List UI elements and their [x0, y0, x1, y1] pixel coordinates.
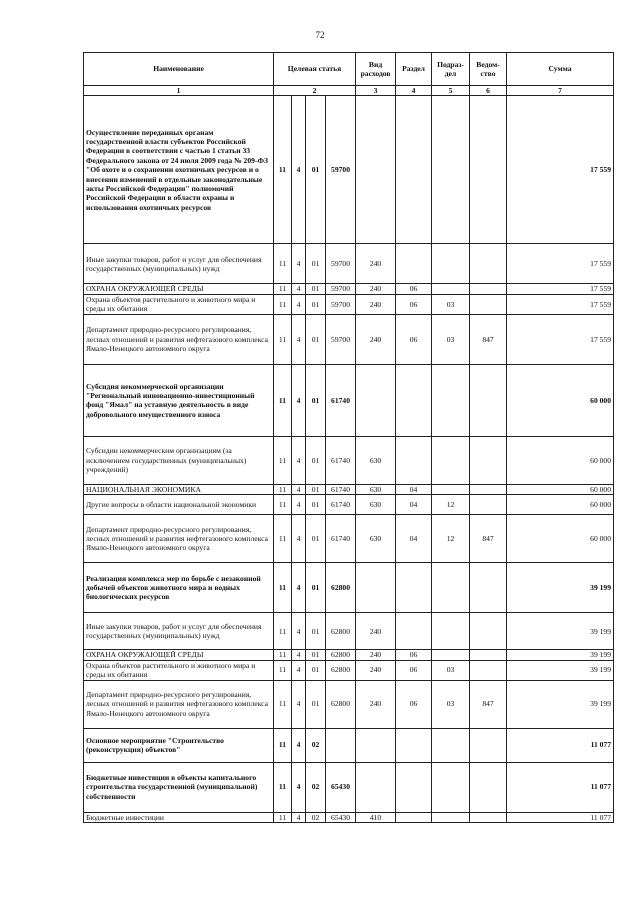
row-subsection [432, 613, 470, 650]
row-target-d: 62800 [326, 563, 356, 613]
row-target-b: 4 [292, 364, 306, 436]
table-row [84, 484, 614, 494]
header-number: 4 [396, 86, 432, 96]
row-target-b: 4 [292, 436, 306, 484]
row-section: 06 [396, 680, 432, 728]
table-row [84, 364, 614, 436]
row-target-d: 62800 [326, 613, 356, 650]
row-section: 06 [396, 650, 432, 660]
table-row [84, 294, 614, 314]
row-expense-type: 630 [356, 495, 396, 515]
row-target-d: 65430 [326, 812, 356, 822]
row-subsection [432, 563, 470, 613]
header-section: Раздел [396, 53, 432, 86]
row-expense-type: 240 [356, 294, 396, 314]
row-subsection [432, 96, 470, 244]
row-target-d: 62800 [326, 680, 356, 728]
row-expense-type: 630 [356, 515, 396, 563]
table-row [84, 650, 614, 660]
row-target-d: 61740 [326, 436, 356, 484]
row-target-c: 02 [306, 728, 326, 762]
row-name: Основное мероприятие "Строительство (реконструкция) объектов" [84, 728, 274, 762]
row-expense-type: 630 [356, 484, 396, 494]
row-subsection: 12 [432, 515, 470, 563]
row-section [396, 613, 432, 650]
row-subsection [432, 364, 470, 436]
table-row [84, 314, 614, 364]
row-target-b: 4 [292, 762, 306, 812]
row-department [470, 495, 507, 515]
table-row [84, 728, 614, 762]
row-target-a: 11 [274, 364, 292, 436]
row-target-a: 11 [274, 495, 292, 515]
table-row [84, 436, 614, 484]
row-sum: 17 559 [507, 314, 614, 364]
row-section [396, 96, 432, 244]
row-target-a: 11 [274, 680, 292, 728]
table-body [84, 96, 614, 823]
row-name: ОХРАНА ОКРУЖАЮЩЕЙ СРЕДЫ [84, 284, 274, 294]
row-target-c: 01 [306, 660, 326, 680]
row-department [470, 96, 507, 244]
row-department [470, 284, 507, 294]
row-section [396, 436, 432, 484]
row-target-b: 4 [292, 284, 306, 294]
page-number: 72 [315, 30, 325, 40]
row-name: Бюджетные инвестиции в объекты капитального строительства государственной (муниципальной) собственности [84, 762, 274, 812]
row-subsection [432, 484, 470, 494]
row-target-a: 11 [274, 762, 292, 812]
table-row [84, 613, 614, 650]
row-target-c: 01 [306, 96, 326, 244]
row-sum: 11 077 [507, 762, 614, 812]
row-target-d: 59700 [326, 294, 356, 314]
row-target-d [326, 728, 356, 762]
row-target-d: 61740 [326, 515, 356, 563]
row-subsection: 03 [432, 680, 470, 728]
row-department [470, 660, 507, 680]
row-subsection [432, 436, 470, 484]
row-name: Субсидия некоммерческой организации "Региональный инновационно-инвестиционный фонд "Ямал" на уставную деятельность в виде добровольного имущественного взноса [84, 364, 274, 436]
row-section: 04 [396, 515, 432, 563]
row-target-c: 01 [306, 515, 326, 563]
row-target-b: 4 [292, 294, 306, 314]
row-section [396, 812, 432, 822]
row-department [470, 650, 507, 660]
row-target-b: 4 [292, 314, 306, 364]
row-name: ОХРАНА ОКРУЖАЮЩЕЙ СРЕДЫ [84, 650, 274, 660]
row-target-c: 01 [306, 650, 326, 660]
row-section: 06 [396, 294, 432, 314]
row-target-c: 01 [306, 364, 326, 436]
row-target-c: 01 [306, 495, 326, 515]
row-target-d: 59700 [326, 284, 356, 294]
row-target-a: 11 [274, 294, 292, 314]
row-expense-type: 240 [356, 314, 396, 364]
row-target-b: 4 [292, 812, 306, 822]
row-expense-type: 240 [356, 680, 396, 728]
row-target-d: 59700 [326, 244, 356, 284]
row-target-a: 11 [274, 660, 292, 680]
row-subsection [432, 812, 470, 822]
table-row [84, 680, 614, 728]
header-sum: Сумма [507, 53, 614, 86]
row-name: Иные закупки товаров, работ и услуг для обеспечения государственных (муниципальных) нужд [84, 613, 274, 650]
row-target-a: 11 [274, 436, 292, 484]
row-target-b: 4 [292, 650, 306, 660]
table-row [84, 244, 614, 284]
row-target-a: 11 [274, 314, 292, 364]
row-sum: 60 000 [507, 484, 614, 494]
row-target-d: 59700 [326, 96, 356, 244]
row-sum: 60 000 [507, 495, 614, 515]
row-department: 847 [470, 314, 507, 364]
header-expense-type: Вид расходов [356, 53, 396, 86]
table-row [84, 96, 614, 244]
row-target-d: 61740 [326, 495, 356, 515]
row-target-b: 4 [292, 244, 306, 284]
table-row [84, 812, 614, 822]
row-sum: 39 199 [507, 563, 614, 613]
row-target-c: 02 [306, 762, 326, 812]
row-target-a: 11 [274, 284, 292, 294]
row-name: Субсидии некоммерческим организациям (за исключением государственных (муниципальных) учреждений) [84, 436, 274, 484]
row-target-b: 4 [292, 660, 306, 680]
row-expense-type [356, 563, 396, 613]
row-target-a: 11 [274, 563, 292, 613]
row-target-a: 11 [274, 812, 292, 822]
row-expense-type: 410 [356, 812, 396, 822]
header-row [84, 53, 614, 86]
row-name: НАЦИОНАЛЬНАЯ ЭКОНОМИКА [84, 484, 274, 494]
row-expense-type: 630 [356, 436, 396, 484]
row-department [470, 294, 507, 314]
header-name: Наименование [84, 53, 274, 86]
row-target-d: 59700 [326, 314, 356, 364]
row-expense-type: 240 [356, 650, 396, 660]
row-sum: 39 199 [507, 613, 614, 650]
row-section [396, 244, 432, 284]
row-target-a: 11 [274, 613, 292, 650]
row-sum: 60 000 [507, 364, 614, 436]
row-subsection [432, 284, 470, 294]
row-subsection: 03 [432, 660, 470, 680]
row-name: Департамент природно-ресурсного регулирования, лесных отношений и развития нефтегазового комплекса Ямало-Ненецкого автономного округа [84, 680, 274, 728]
row-target-b: 4 [292, 563, 306, 613]
row-expense-type: 240 [356, 284, 396, 294]
row-target-c: 01 [306, 680, 326, 728]
header-subsection: Подраз-дел [432, 53, 470, 86]
row-name: Осуществление переданных органам государственной власти субъектов Российской Федерации в соответствии с частью 1 статьи 33 Федерального закона от 24 июля 2009 года № 209-ФЗ "Об охоте и о сохранении охотничьих ресурсов и о внесении изменений в отдельные законодательные акты Российской Федерации" полномочий Российской Федерации в области охраны и использования охотничьих ресурсов [84, 96, 274, 244]
row-sum: 17 559 [507, 96, 614, 244]
row-target-c: 01 [306, 314, 326, 364]
header-number: 6 [470, 86, 507, 96]
row-subsection: 12 [432, 495, 470, 515]
header-number: 5 [432, 86, 470, 96]
row-sum: 39 199 [507, 680, 614, 728]
row-department [470, 762, 507, 812]
row-target-b: 4 [292, 484, 306, 494]
row-subsection: 03 [432, 294, 470, 314]
row-name: Иные закупки товаров, работ и услуг для обеспечения государственных (муниципальных) нужд [84, 244, 274, 284]
row-section: 04 [396, 484, 432, 494]
header-number: 7 [507, 86, 614, 96]
header-number: 1 [84, 86, 274, 96]
row-section: 06 [396, 284, 432, 294]
row-expense-type [356, 762, 396, 812]
row-target-b: 4 [292, 495, 306, 515]
row-expense-type [356, 364, 396, 436]
row-name: Другие вопросы в области национальной экономики [84, 495, 274, 515]
row-target-c: 01 [306, 484, 326, 494]
header-number: 2 [274, 86, 356, 96]
row-target-c: 01 [306, 613, 326, 650]
header-department: Ведом-ство [470, 53, 507, 86]
row-sum: 17 559 [507, 284, 614, 294]
row-expense-type: 240 [356, 660, 396, 680]
row-sum: 11 077 [507, 812, 614, 822]
row-subsection [432, 650, 470, 660]
row-name: Охрана объектов растительного и животного мира и среды их обитания [84, 660, 274, 680]
row-department [470, 812, 507, 822]
row-section [396, 364, 432, 436]
row-target-c: 01 [306, 436, 326, 484]
row-target-b: 4 [292, 728, 306, 762]
row-target-b: 4 [292, 96, 306, 244]
row-department [470, 728, 507, 762]
row-section [396, 728, 432, 762]
header-target: Целевая статья [274, 53, 356, 86]
row-target-d: 62800 [326, 650, 356, 660]
row-sum: 39 199 [507, 650, 614, 660]
row-name: Департамент природно-ресурсного регулирования, лесных отношений и развития нефтегазового комплекса Ямало-Ненецкого автономного округа [84, 515, 274, 563]
row-name: Реализация комплекса мер по борьбе с незаконной добычей объектов животного мира и водных биологических ресурсов [84, 563, 274, 613]
row-name: Департамент природно-ресурсного регулирования, лесных отношений и развития нефтегазового комплекса Ямало-Ненецкого автономного округа [84, 314, 274, 364]
row-target-c: 01 [306, 244, 326, 284]
row-expense-type [356, 728, 396, 762]
row-section: 06 [396, 660, 432, 680]
row-department [470, 563, 507, 613]
table-row [84, 495, 614, 515]
table-row [84, 762, 614, 812]
row-expense-type [356, 96, 396, 244]
row-expense-type: 240 [356, 244, 396, 284]
row-sum: 17 559 [507, 244, 614, 284]
row-department [470, 244, 507, 284]
row-target-a: 11 [274, 515, 292, 563]
row-subsection [432, 244, 470, 284]
row-target-c: 02 [306, 812, 326, 822]
row-name: Бюджетные инвестиции [84, 812, 274, 822]
row-target-b: 4 [292, 613, 306, 650]
row-name: Охрана объектов растительного и животного мира и среды их обитания [84, 294, 274, 314]
row-target-a: 11 [274, 650, 292, 660]
row-sum: 60 000 [507, 436, 614, 484]
row-department: 847 [470, 680, 507, 728]
row-target-b: 4 [292, 680, 306, 728]
row-sum: 60 000 [507, 515, 614, 563]
table-row [84, 563, 614, 613]
table-row [84, 660, 614, 680]
row-target-c: 01 [306, 294, 326, 314]
row-subsection [432, 762, 470, 812]
row-target-d: 61740 [326, 364, 356, 436]
row-department [470, 364, 507, 436]
row-target-a: 11 [274, 484, 292, 494]
row-department [470, 613, 507, 650]
row-subsection [432, 728, 470, 762]
row-department: 847 [470, 515, 507, 563]
row-target-a: 11 [274, 244, 292, 284]
row-target-a: 11 [274, 96, 292, 244]
row-target-b: 4 [292, 515, 306, 563]
row-target-d: 65430 [326, 762, 356, 812]
row-sum: 39 199 [507, 660, 614, 680]
row-expense-type: 240 [356, 613, 396, 650]
row-section [396, 762, 432, 812]
row-target-d: 62800 [326, 660, 356, 680]
row-sum: 11 077 [507, 728, 614, 762]
row-department [470, 436, 507, 484]
table-row [84, 515, 614, 563]
row-target-c: 01 [306, 563, 326, 613]
header-number-row [84, 86, 614, 96]
row-target-a: 11 [274, 728, 292, 762]
row-subsection: 03 [432, 314, 470, 364]
row-department [470, 484, 507, 494]
row-section [396, 563, 432, 613]
row-section: 06 [396, 314, 432, 364]
row-target-d: 61740 [326, 484, 356, 494]
budget-table [83, 52, 614, 823]
row-target-c: 01 [306, 284, 326, 294]
row-section: 04 [396, 495, 432, 515]
table-row [84, 284, 614, 294]
header-number: 3 [356, 86, 396, 96]
row-sum: 17 559 [507, 294, 614, 314]
